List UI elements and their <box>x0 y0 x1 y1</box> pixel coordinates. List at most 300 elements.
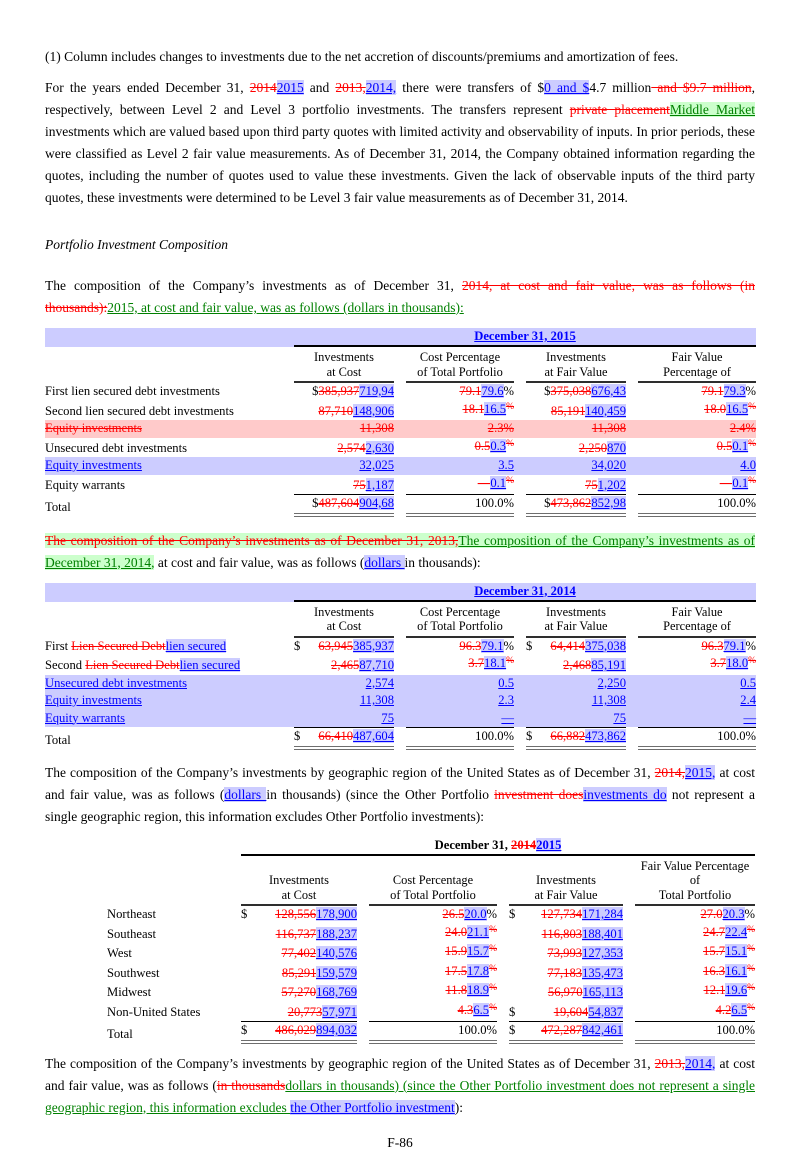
text-run: 178,900 <box>316 907 357 921</box>
text-run: $ <box>312 496 319 510</box>
text-run: 0.5 <box>498 675 514 690</box>
text-run: private placement <box>569 102 670 117</box>
table-cell <box>294 710 394 728</box>
text-run: % <box>489 963 497 974</box>
text-run: 127,734 <box>541 907 583 921</box>
text-run: 79.1 <box>481 638 504 653</box>
text-run: 135,473 <box>582 965 623 980</box>
row-label <box>107 982 229 1002</box>
text-run: dollars <box>364 554 405 570</box>
table-cell <box>241 984 357 1002</box>
text-run: % <box>748 438 757 449</box>
text-run: — <box>477 475 491 490</box>
text-run: 11,308 <box>359 693 394 707</box>
text-run: 4.0 <box>740 458 757 472</box>
text-run: 79.1 <box>459 384 482 398</box>
text-run: 116,803 <box>541 926 583 941</box>
table-cell <box>526 494 626 517</box>
table-cell <box>638 438 756 458</box>
text-run: 852,98 <box>591 496 626 510</box>
text-run: % <box>745 384 757 398</box>
text-run: 85,191 <box>550 403 586 418</box>
text-run: Equity warrants <box>45 477 126 492</box>
column-header: Cost Percentage of Total Portfolio <box>406 347 514 383</box>
text-run: 32,025 <box>359 458 394 472</box>
text-run: % <box>506 401 514 412</box>
text-run: 22.4 <box>725 924 748 939</box>
table-cell <box>638 383 756 401</box>
text-run: % <box>486 907 497 921</box>
text-run: % <box>748 475 757 486</box>
row-label <box>107 1002 229 1022</box>
text-run: Unsecured debt investments <box>45 440 187 455</box>
text-run: The composition of the Company’s investments by geographic region of the United States as of December 31, <box>45 764 655 780</box>
text-run: 2.4% <box>729 421 757 435</box>
row-label <box>45 457 282 475</box>
text-run: 2015, <box>685 764 716 780</box>
text-run: 34,020 <box>591 458 626 472</box>
row-label <box>107 924 229 944</box>
text-run: investments do <box>583 786 667 802</box>
text-run: 2.4 <box>740 693 757 707</box>
table-cell <box>369 982 497 1002</box>
text-run: Northeast <box>107 907 156 921</box>
text-run: 128,556 <box>275 907 317 921</box>
text-run: 100.0% <box>458 1023 497 1037</box>
text-run: % <box>506 438 514 449</box>
text-run: Equity investments <box>45 693 142 707</box>
text-run: 2.3 <box>498 693 514 707</box>
table-row <box>45 710 756 728</box>
table-cell <box>638 401 756 421</box>
text-run: Total <box>45 733 71 747</box>
text-run: Total <box>45 500 71 514</box>
table-title-row <box>45 328 756 347</box>
text-run: $ <box>544 496 551 510</box>
text-run: 2014, <box>685 1055 716 1071</box>
text-run: dollars <box>224 786 267 802</box>
table-row <box>45 692 756 710</box>
text-run: 3.5 <box>498 458 514 472</box>
table-cell <box>638 475 756 495</box>
text-run: investments which are valued based upon third party quotes with limited activity and observability of inputs. In prior periods, these were classified as Level 2 fair value measurements. As of December 31, 2014, the Company obtained information regarding the quotes, including the number of quotes used to value these investments. Given the lack of observable inputs of the third party quotes, these investments were determined to be Level 3 fair value measurements as of December 31, 2014. <box>45 124 755 205</box>
text-run: 140,459 <box>585 403 626 418</box>
table-cell <box>638 638 756 656</box>
text-run: 66,410 <box>318 729 354 743</box>
text-run: 21.1 <box>467 924 490 939</box>
table-cell <box>526 657 626 675</box>
table-row <box>107 924 755 944</box>
table-cell <box>406 655 514 675</box>
table-cell <box>369 943 497 963</box>
text-run: and <box>303 80 336 95</box>
table-cell <box>369 1021 497 1044</box>
text-run: 19,604 <box>553 1004 589 1019</box>
table-row <box>107 1002 755 1022</box>
text-run: 6.5 <box>731 1002 748 1017</box>
text-run: 676,43 <box>591 384 626 398</box>
table-cell <box>406 727 514 750</box>
text-run: % <box>489 944 497 954</box>
table-cell <box>635 963 755 983</box>
column-header: Cost Percentage of Total Portfolio <box>369 870 497 906</box>
table-cell <box>638 675 756 693</box>
text-run: 18.0 <box>726 656 749 670</box>
column-header: Investments at Fair Value <box>526 602 626 638</box>
currency-sign: $ <box>509 907 516 921</box>
text-run: 4.3 <box>457 1002 474 1017</box>
text-run: $ <box>312 384 319 398</box>
table-cell <box>526 692 626 710</box>
table-row <box>45 401 756 421</box>
text-run: 159,579 <box>316 965 357 980</box>
table-row <box>107 943 755 963</box>
table-cell <box>406 638 514 656</box>
text-run: 63,945 <box>318 638 354 653</box>
text-run: 56,970 <box>547 985 583 999</box>
text-run: % <box>747 944 756 954</box>
geographic-2014-intro <box>45 1053 755 1119</box>
text-run: 0.5 <box>474 438 491 453</box>
text-run: 2,465 <box>331 658 360 672</box>
text-run: 64,414 <box>550 638 586 653</box>
text-run: Middle Market <box>669 102 755 117</box>
text-run: Non-United States <box>107 1004 201 1019</box>
text-run: 2,630 <box>365 440 394 455</box>
text-run: 0.1 <box>732 438 749 453</box>
text-run: 24.7 <box>703 924 726 939</box>
table-cell <box>369 924 497 944</box>
table-cell <box>526 675 626 693</box>
text-run: The composition of the Company’s investments as of December 31, 2014, <box>45 532 755 570</box>
table-row <box>107 982 755 1002</box>
text-run: % <box>503 638 514 653</box>
text-run: % <box>748 656 757 666</box>
text-run: (1) Column includes changes to investments due to the net accretion of discounts/premiums and amortization of fees. <box>45 49 679 64</box>
text-run: % <box>489 1002 497 1013</box>
text-run: % <box>747 963 756 974</box>
text-run: 24.0 <box>444 924 468 939</box>
row-label <box>45 494 282 517</box>
text-run: 18.0 <box>704 401 727 416</box>
text-run: 870 <box>607 440 626 455</box>
text-run: 75 <box>613 710 626 725</box>
row-label <box>107 943 229 963</box>
text-run: % <box>489 924 497 935</box>
table-cell <box>406 383 514 401</box>
text-run: 2.3% <box>487 421 514 435</box>
text-run: 168,769 <box>316 985 357 999</box>
table-cell <box>241 1004 357 1022</box>
text-run: 375,038 <box>550 384 592 398</box>
table-row <box>45 457 756 475</box>
text-run: there were transfers of $ <box>396 80 545 95</box>
table-cell <box>526 403 626 421</box>
table-cell <box>526 710 626 728</box>
text-run: 2014, <box>654 764 686 780</box>
table-cell <box>294 403 394 421</box>
table-cell <box>406 675 514 693</box>
text-run: 12.1 <box>703 983 726 997</box>
column-header-row <box>45 347 756 383</box>
text-run: 375,038 <box>585 638 626 653</box>
section-heading <box>45 234 755 256</box>
row-label <box>45 401 282 421</box>
text-run: 2015 <box>536 837 562 852</box>
text-run: at cost and fair value, was as follows ( <box>154 554 365 570</box>
text-run: 57,270 <box>281 985 317 999</box>
column-header: Investments at Fair Value <box>509 870 623 906</box>
text-run: 473,862 <box>550 496 592 510</box>
text-run: 0.5 <box>740 675 757 690</box>
text-run: Equity investments <box>45 421 142 435</box>
table-cell <box>526 457 626 475</box>
table-cell <box>526 420 626 438</box>
text-run: and $9.7 million <box>651 80 752 95</box>
text-run: 2014, at cost and fair value, was as follows (in thousands): <box>45 278 755 315</box>
table-cell <box>406 420 514 438</box>
text-run: Unsecured debt investments <box>45 675 187 690</box>
text-run: 487,604 <box>353 729 394 743</box>
text-run: 96.3 <box>459 638 482 653</box>
text-run: 0.5 <box>716 438 733 453</box>
text-run: lien secured <box>179 658 241 672</box>
table-cell <box>638 727 756 750</box>
row-label <box>45 383 282 401</box>
text-run: 486,029 <box>275 1023 317 1037</box>
text-run: in thousands) (since the Other Portfolio <box>266 786 495 802</box>
text-run: 16.1 <box>725 963 748 978</box>
table-row <box>107 906 755 924</box>
text-run: 719,94 <box>359 384 394 398</box>
column-header: Fair Value Percentage of Total Portfolio <box>635 856 755 907</box>
table-row <box>45 383 756 401</box>
text-run: 73,993 <box>547 946 583 960</box>
text-run: 57,971 <box>322 1004 357 1019</box>
row-label <box>45 727 282 750</box>
text-run: 2014 <box>511 837 537 852</box>
currency-sign: $ <box>509 1004 516 1019</box>
text-run: the Other Portfolio investment <box>290 1099 455 1115</box>
table-cell <box>294 657 394 675</box>
text-run: % <box>748 401 757 412</box>
text-run: — <box>501 710 514 725</box>
column-header: Investments at Cost <box>294 602 394 638</box>
text-run: 18.1 <box>484 656 507 670</box>
currency-sign: $ <box>294 638 301 653</box>
text-run: 2015 <box>276 80 304 95</box>
currency-sign: $ <box>526 729 533 743</box>
text-run: 77,402 <box>281 946 317 960</box>
text-run: 2,574 <box>365 675 394 690</box>
text-run: % <box>745 638 757 653</box>
table-cell <box>369 1002 497 1022</box>
table-cell <box>635 1002 755 1022</box>
text-run: 1,187 <box>365 477 394 492</box>
text-run: 11,308 <box>359 421 394 435</box>
text-run: 2,574 <box>337 440 366 455</box>
table-cell <box>509 906 623 924</box>
composition-2015-table <box>45 328 755 517</box>
text-run: 0.1 <box>732 475 749 490</box>
text-run: 77,183 <box>547 965 583 980</box>
text-run: in thousands <box>216 1077 286 1093</box>
text-run: 16.5 <box>726 401 749 416</box>
text-run: 15.9 <box>444 944 468 958</box>
text-run: 87,710 <box>318 403 354 418</box>
column-header: Fair Value Percentage of <box>638 347 756 383</box>
column-header: Fair Value Percentage of <box>638 602 756 638</box>
text-run: 1,202 <box>597 477 626 492</box>
text-run: First <box>45 638 72 653</box>
text-run: Total <box>107 1027 133 1041</box>
row-label <box>45 655 282 675</box>
table-title <box>294 328 756 347</box>
text-run: 18.1 <box>462 401 485 416</box>
text-run: Southeast <box>107 926 156 941</box>
table-cell <box>241 965 357 983</box>
column-header: Cost Percentage of Total Portfolio <box>406 602 514 638</box>
currency-sign: $ <box>509 1023 516 1037</box>
text-run: % <box>489 983 497 993</box>
table-cell <box>406 457 514 475</box>
currency-sign: $ <box>241 1023 248 1037</box>
text-run: Lien Secured Debt <box>71 638 166 653</box>
table-cell <box>526 440 626 458</box>
table-cell <box>638 494 756 517</box>
table-cell <box>369 906 497 924</box>
text-run: Midwest <box>107 985 152 999</box>
text-run: 171,284 <box>582 907 623 921</box>
text-run: For the years ended December 31, <box>45 80 250 95</box>
text-run: 17.8 <box>467 963 490 978</box>
table-title <box>294 583 756 602</box>
column-header: Investments at Cost <box>294 347 394 383</box>
table-cell <box>635 943 755 963</box>
text-run: $ <box>544 384 551 398</box>
text-run: 100.0% <box>475 729 514 743</box>
table-cell <box>638 692 756 710</box>
text-run: 96.3 <box>701 638 724 653</box>
text-run: 188,237 <box>316 926 357 941</box>
text-run: 472,287 <box>541 1023 583 1037</box>
text-run: Second <box>45 658 86 672</box>
text-run: 11.8 <box>445 983 468 997</box>
text-run: % <box>506 475 514 486</box>
text-run: 3.7 <box>710 656 727 670</box>
text-run: — <box>719 475 733 490</box>
table-cell <box>406 692 514 710</box>
composition-2014-intro <box>45 530 755 574</box>
table-cell <box>406 438 514 458</box>
text-run: % <box>506 656 514 666</box>
row-label <box>45 420 282 438</box>
table-cell <box>294 727 394 750</box>
column-header-row <box>45 602 756 638</box>
text-run: % <box>744 907 756 921</box>
table-row <box>45 727 756 750</box>
table-cell <box>294 494 394 517</box>
table-cell <box>526 727 626 750</box>
text-run: 4.2 <box>715 1002 732 1017</box>
table-cell <box>509 1004 623 1022</box>
text-run: First lien secured debt investments <box>45 384 220 398</box>
text-run: 27.0 <box>700 907 723 921</box>
text-run: at cost and fair value, was as follows ( <box>45 764 755 802</box>
text-run: 165,113 <box>582 985 623 999</box>
text-run: 85,291 <box>281 965 317 980</box>
text-run: in thousands): <box>404 554 481 570</box>
row-label <box>107 1021 229 1044</box>
table-title-row <box>45 583 756 602</box>
text-run: 2,468 <box>563 658 592 672</box>
text-run: 0.3 <box>490 438 507 453</box>
geographic-2015-intro <box>45 762 755 828</box>
table-cell <box>635 982 755 1002</box>
table-cell <box>294 477 394 495</box>
text-run: ): <box>454 1099 464 1115</box>
table-cell <box>241 906 357 924</box>
table-cell <box>406 401 514 421</box>
table-cell <box>509 984 623 1002</box>
text-run: Southwest <box>107 965 160 980</box>
text-run: 894,032 <box>316 1023 357 1037</box>
table-cell <box>294 420 394 438</box>
text-run: 75 <box>381 710 394 725</box>
text-run: 15.7 <box>467 944 490 958</box>
text-run: 79.1 <box>723 638 746 653</box>
text-run: 87,710 <box>359 658 394 672</box>
text-run: 20,773 <box>287 1004 323 1019</box>
table-row <box>45 675 756 693</box>
table-cell <box>369 963 497 983</box>
text-run: 100.0% <box>475 496 514 510</box>
text-run: Second lien secured debt investments <box>45 403 234 418</box>
table-cell <box>638 710 756 728</box>
table-cell <box>635 906 755 924</box>
column-header: Investments at Fair Value <box>526 347 626 383</box>
composition-2015-intro <box>45 275 755 319</box>
text-run: 26.5 <box>442 907 465 921</box>
row-label <box>45 638 282 656</box>
text-run: 2013, <box>335 80 366 95</box>
composition-2014-table <box>45 583 755 750</box>
text-run: 66,882 <box>550 729 586 743</box>
geographic-2015-table-grid <box>107 837 755 1044</box>
text-run: 100.0% <box>716 1023 756 1037</box>
table-cell <box>509 926 623 944</box>
table-cell <box>294 675 394 693</box>
table-cell <box>526 477 626 495</box>
table-title-row <box>107 837 755 856</box>
footnote-paragraph <box>45 46 755 68</box>
table-row <box>107 963 755 983</box>
currency-sign: $ <box>526 638 533 653</box>
table-cell <box>635 924 755 944</box>
text-run: 127,353 <box>582 946 623 960</box>
table-title <box>241 837 755 856</box>
text-run: 2014, <box>365 80 397 95</box>
row-label <box>45 692 282 710</box>
table-cell <box>241 1021 357 1044</box>
text-run: 17.5 <box>444 963 468 978</box>
text-run: 4.7 million <box>589 80 652 95</box>
table-cell <box>638 655 756 675</box>
text-run: 487,604 <box>318 496 360 510</box>
text-run: 19.6 <box>725 983 748 997</box>
table-cell <box>406 475 514 495</box>
text-run: 54,837 <box>588 1004 623 1019</box>
